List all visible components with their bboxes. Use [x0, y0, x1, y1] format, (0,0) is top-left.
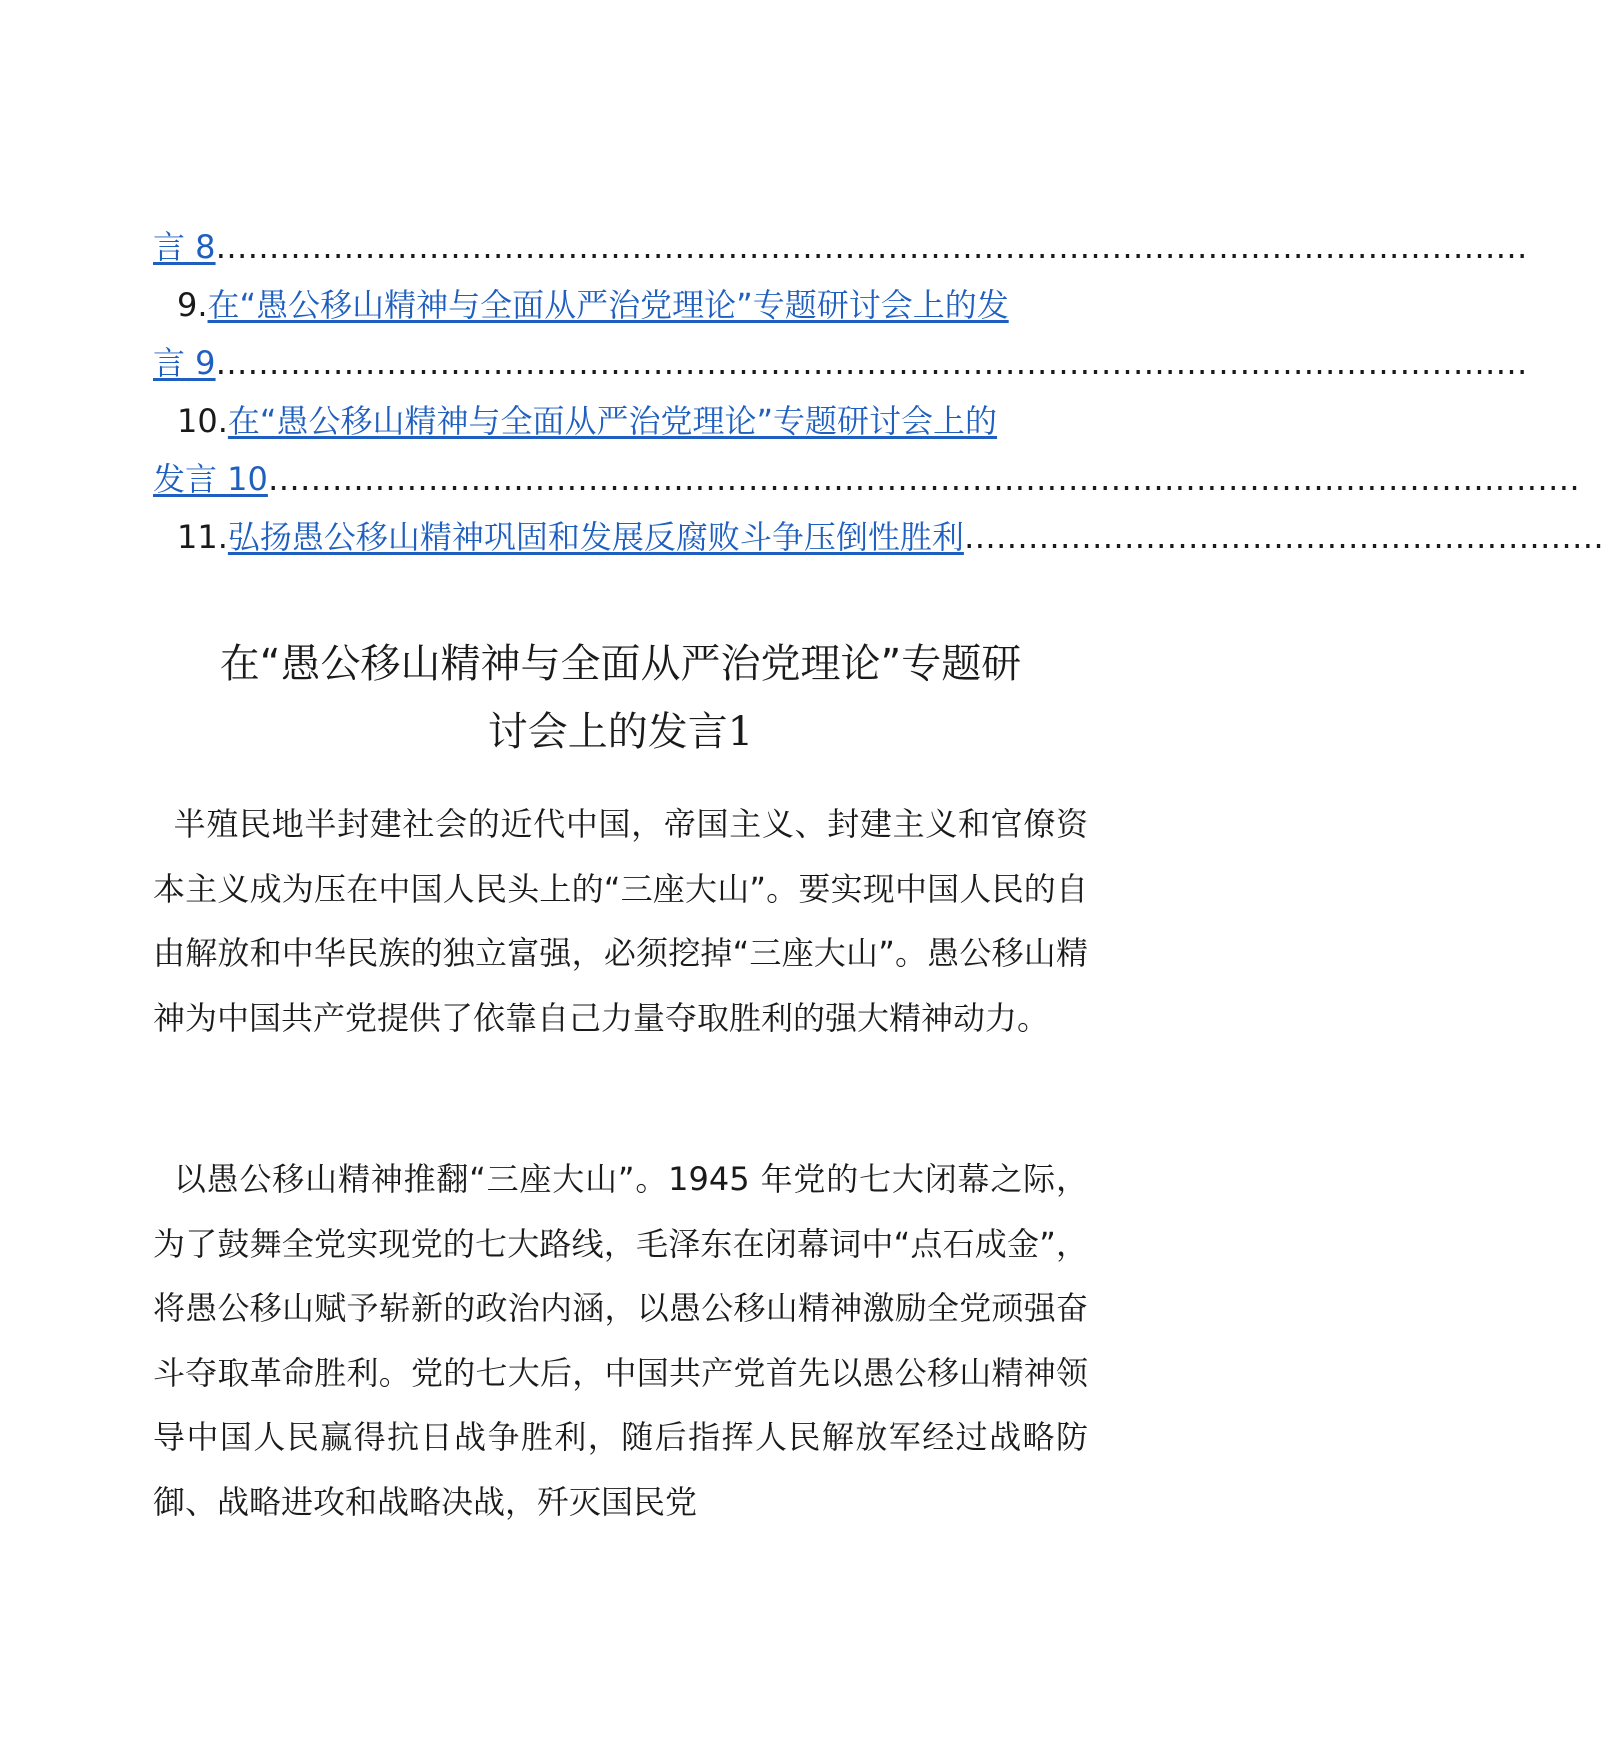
toc-entry-9-continued[interactable] [153, 334, 1528, 392]
toc-entry-8-continued[interactable] [153, 218, 1528, 276]
toc-number: 9. [177, 286, 208, 324]
body-paragraph-1 [153, 792, 1088, 1050]
section-title-line-1: 在“愚公移山精神与全面从严治党理论”专题研 [219, 641, 1022, 687]
toc-leader-dots: …………………………………………………………………………………………………………… [215, 344, 1528, 382]
paragraph-text: 以愚公移山精神推翻“三座大山”。1945 年党的七大闭幕之际，为了鼓舞全党实现党的七大路线，毛泽东在闭幕词中“点石成金”，将愚公移山赋予崭新的政治内涵，以愚公移山精神激励全党顽强奋斗夺取革命胜利。党的七大后，中国共产党首先以愚公移山精神领导中国人民赢得抗日战争胜利，随后指挥人民解放军经过战略防御、战略进攻和战略决战，歼灭国民党 [153, 1160, 1088, 1521]
toc-link[interactable]: 言 9 [153, 344, 216, 382]
toc-leader-dots: …………………………………………………………………………………………………………… [267, 460, 1580, 498]
paragraph-text: 半殖民地半封建社会的近代中国，帝国主义、封建主义和官僚资本主义成为压在中国人民头上的“三座大山”。要实现中国人民的自由解放和中华民族的独立富强，必须挖掉“三座大山”。愚公移山精神为中国共产党提供了依靠自己力量夺取胜利的强大精神动力。 [153, 805, 1088, 1037]
toc-link[interactable]: 发言 10 [153, 460, 268, 498]
body-paragraph-2 [153, 1147, 1088, 1534]
toc-leader-dots: …………………………………………………………………………………………………………… [215, 228, 1528, 266]
toc-entry-11[interactable] [153, 508, 1604, 566]
toc-entry-10[interactable] [153, 392, 1240, 450]
toc-link[interactable]: 弘扬愚公移山精神巩固和发展反腐败斗争压倒性胜利 [227, 518, 964, 556]
toc-link[interactable]: 在“愚公移山精神与全面从严治党理论”专题研讨会上的发 [207, 286, 1009, 324]
toc-link[interactable]: 在“愚公移山精神与全面从严治党理论”专题研讨会上的 [227, 402, 998, 440]
toc-number: 11. [177, 518, 228, 556]
toc-entry-9[interactable] [153, 276, 1240, 334]
section-title-line-2 [153, 698, 1088, 766]
toc-leader-dots: …………………………………………………… [963, 518, 1604, 556]
toc-link[interactable]: 言 8 [153, 228, 216, 266]
section-title [153, 630, 1088, 766]
section-title-number: 1 [727, 709, 754, 755]
toc-entry-10-continued[interactable] [153, 450, 1580, 508]
section-title-text: 讨会上的发言 [487, 709, 728, 755]
table-of-contents [153, 218, 1604, 566]
toc-number: 10. [177, 402, 228, 440]
